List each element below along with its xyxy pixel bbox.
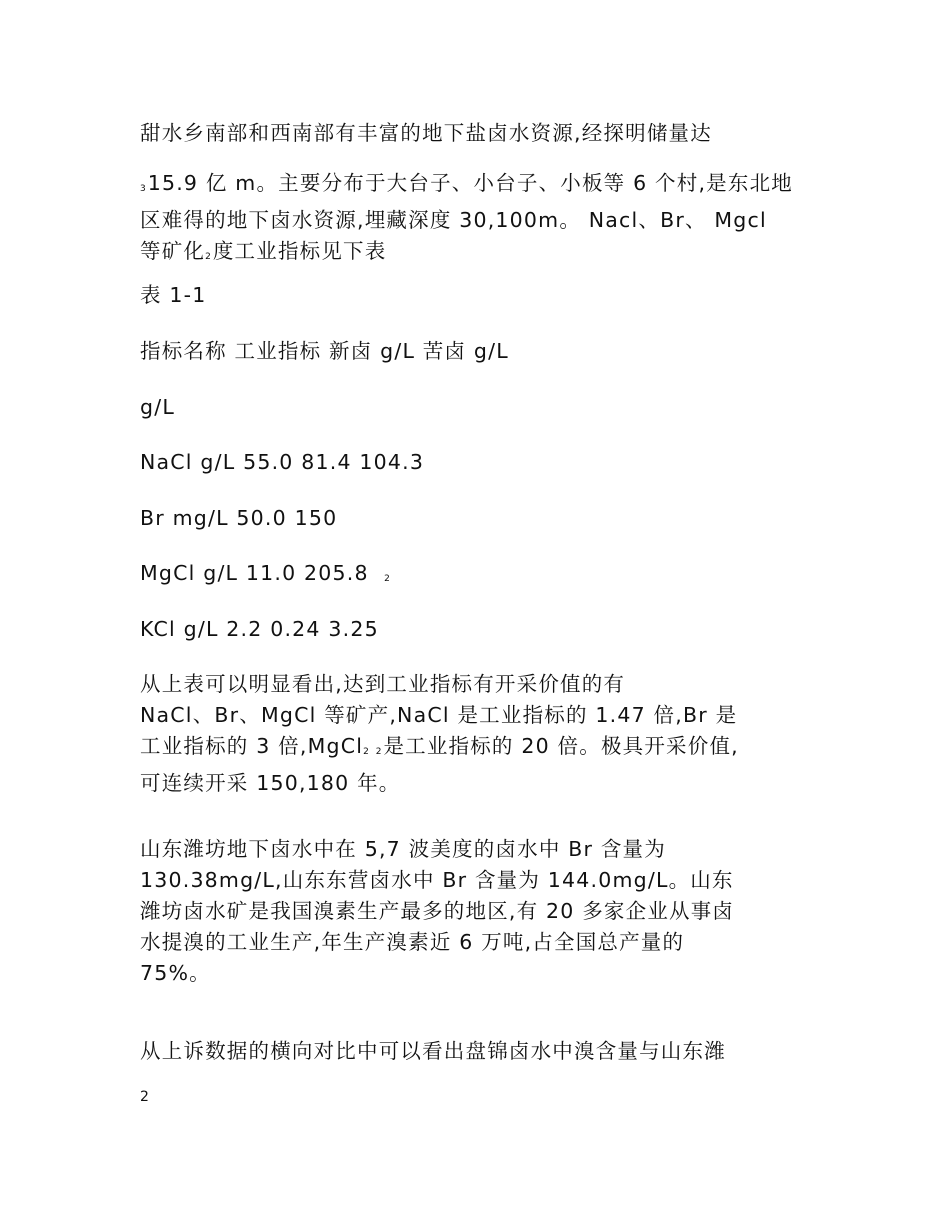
paragraph-shandong-comparison bbox=[140, 834, 820, 989]
text-line: 从上诉数据的横向对比中可以看出盘锦卤水中溴含量与山东潍 bbox=[140, 1039, 726, 1063]
text-line: NaCl、Br、MgCl 等矿产,NaCl 是工业指标的 1.47 倍,Br 是 bbox=[140, 703, 738, 727]
subscript-2: 2 bbox=[384, 574, 392, 584]
paragraph-brine-distribution bbox=[140, 168, 820, 273]
text-line: 潍坊卤水矿是我国溴素生产最多的地区,有 20 多家企业从事卤 bbox=[140, 899, 735, 923]
text-segment: 是工业指标的 20 倍。极具开采价值, bbox=[383, 734, 739, 758]
table-unit-row: g/L bbox=[140, 395, 175, 419]
text-segment: 度工业指标见下表 bbox=[212, 239, 387, 263]
table-row-nacl: NaCl g/L 55.0 81.4 104.3 bbox=[140, 450, 425, 474]
text-segment: 15.9 亿 m。主要分布于大台子、小台子、小板等 6 个村,是东北地 bbox=[147, 171, 793, 195]
table-row-kcl: KCl g/L 2.2 0.24 3.25 bbox=[140, 617, 379, 641]
table-caption: 表 1-1 bbox=[140, 283, 207, 307]
text-segment: 等矿化 bbox=[140, 239, 206, 263]
paragraph-table-analysis bbox=[140, 669, 820, 799]
table-row-br: Br mg/L 50.0 150 bbox=[140, 506, 338, 530]
text-line: 区难得的地下卤水资源,埋藏深度 30,100m。 Nacl、Br、 Mgcl bbox=[140, 208, 767, 232]
text-line: 山东潍坊地下卤水中在 5,7 波美度的卤水中 Br 含量为 bbox=[140, 837, 666, 861]
text-line: 从上表可以明显看出,达到工业指标有开采价值的有 bbox=[140, 672, 626, 696]
subscript-2-2: 2 2 bbox=[363, 747, 384, 757]
page-number: 2 bbox=[140, 1089, 149, 1105]
text-line: 甜水乡南部和西南部有丰富的地下盐卤水资源,经探明储量达 bbox=[140, 121, 712, 145]
text-line bbox=[140, 731, 820, 768]
text-line: 130.38mg/L,山东东营卤水中 Br 含量为 144.0mg/L。山东 bbox=[140, 868, 734, 892]
text-line bbox=[140, 236, 820, 273]
text-segment: 工业指标的 3 倍,MgCl bbox=[140, 734, 364, 758]
table-header-row: 指标名称 工业指标 新卤 g/L 苦卤 g/L bbox=[140, 339, 509, 363]
table-row-mgcl bbox=[140, 558, 820, 595]
text-line: 75%。 bbox=[140, 961, 211, 985]
subscript-2: 2 bbox=[205, 252, 213, 262]
text-line: 水提溴的工业生产,年生产溴素近 6 万吨,占全国总产量的 bbox=[140, 930, 685, 954]
paragraph-conclusion-start bbox=[140, 1036, 820, 1067]
text-segment: MgCl g/L 11.0 205.8 bbox=[140, 561, 369, 585]
text-line: 可连续开采 150,180 年。 bbox=[140, 771, 401, 795]
text-line bbox=[140, 168, 820, 205]
superscript-3: 3 bbox=[140, 184, 148, 194]
paragraph-brine-resources-intro bbox=[140, 118, 820, 149]
